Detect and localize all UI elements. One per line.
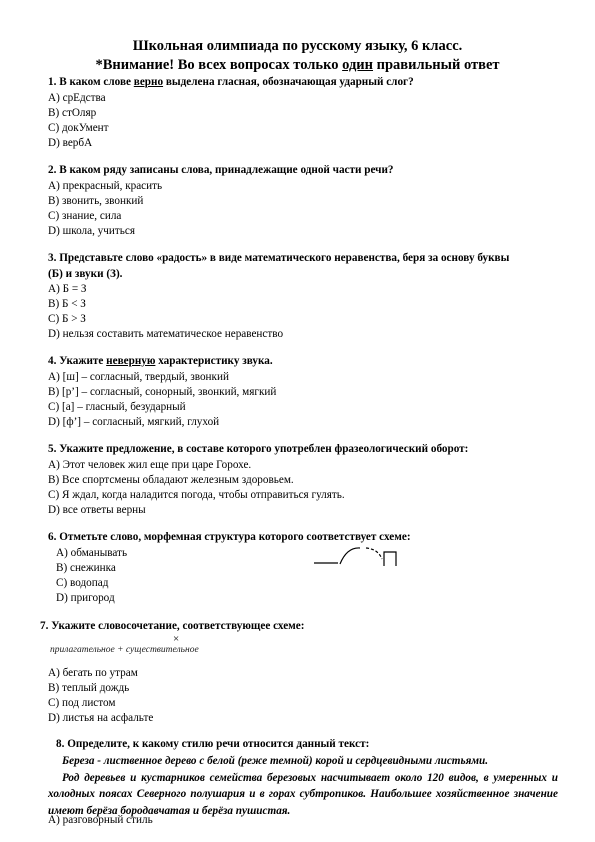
q4-option-a: A) [ш] – согласный, твердый, звонкий — [48, 371, 229, 383]
morpheme-scheme-diagram — [310, 542, 400, 570]
q2-option-b: B) звонить, звонкий — [48, 195, 144, 207]
question-3-line-2: (Б) и звуки (З). — [48, 268, 123, 280]
q5-option-d: D) все ответы верны — [48, 504, 146, 516]
style-text-excerpt — [48, 753, 558, 819]
q2-option-d: D) школа, учиться — [48, 225, 135, 237]
question-3-line-1: 3. Представьте слово «радость» в виде математического неравенства, беря за основу буквы — [48, 252, 510, 264]
q2-option-c: C) знание, сила — [48, 210, 122, 222]
q1-option-d: D) вербА — [48, 137, 93, 149]
scheme-main-word-mark: × — [173, 633, 180, 645]
question-8: 8. Определите, к какому стилю речи относится данный текст: — [56, 738, 370, 750]
excerpt-paragraph-2: Род деревьев и кустарников семейства березовых насчитывает около 120 видов, в умеренных и холодных поясах Северного полушария и в горах субтропиков. Наибольшее хозяйственное значение имеют берёза бородавчатая и берёза пушистая. — [48, 771, 558, 817]
q8-option-a: A) разговорный стиль — [48, 814, 153, 826]
q1-option-a: A) срЕдства — [48, 92, 106, 104]
q4-option-b: B) [р’] – согласный, сонорный, звонкий, мягкий — [48, 386, 277, 398]
q3-option-a: A) Б = З — [48, 283, 87, 295]
question-6: 6. Отметьте слово, морфемная структура которого соответствует схеме: — [48, 531, 411, 543]
excerpt-paragraph-1: Береза - лиственное дерево с белой (реже темной) корой и сердцевидными листьями. — [62, 755, 489, 767]
page-title: Школьная олимпиада по русскому языку, 6 класс. — [132, 38, 463, 54]
q3-option-d: D) нельзя составить математическое неравенство — [48, 328, 284, 340]
question-7: 7. Укажите словосочетание, соответствующее схеме: — [40, 620, 305, 632]
q4-option-d: D) [ф’] – согласный, мягкий, глухой — [48, 416, 220, 428]
phrase-scheme: прилагательное + существительное — [50, 645, 199, 655]
question-4: 4. Укажите неверную характеристику звука. — [48, 355, 273, 367]
q5-option-b: B) Все спортсмены обладают железным здоровьем. — [48, 474, 294, 486]
q5-option-a: A) Этот человек жил еще при царе Горохе. — [48, 459, 252, 471]
q6-option-a: A) обманывать — [56, 547, 128, 559]
q6-option-c: C) водопад — [56, 577, 109, 589]
question-2: 2. В каком ряду записаны слова, принадлежащие одной части речи? — [48, 164, 394, 176]
notice: *Внимание! Во всех вопросах только один правильный ответ — [95, 57, 500, 73]
q6-option-b: B) снежинка — [56, 562, 116, 574]
q5-option-c: C) Я ждал, когда наладится погода, чтобы отправиться гулять. — [48, 489, 345, 501]
question-1: 1. В каком слове верно выделена гласная, обозначающая ударный слог? — [48, 76, 414, 88]
q1-option-b: B) стОляр — [48, 107, 97, 119]
q7-option-d: D) листья на асфальте — [48, 712, 154, 724]
q1-option-c: C) докУмент — [48, 122, 109, 134]
q6-option-d: D) пригород — [56, 592, 115, 604]
question-5: 5. Укажите предложение, в составе которого употреблен фразеологический оборот: — [48, 443, 469, 455]
q7-option-c: C) под листом — [48, 697, 116, 709]
q7-option-a: A) бегать по утрам — [48, 667, 138, 679]
q7-option-b: B) теплый дождь — [48, 682, 130, 694]
q4-option-c: C) [а] – гласный, безударный — [48, 401, 186, 413]
q3-option-b: B) Б < З — [48, 298, 86, 310]
q3-option-c: C) Б > З — [48, 313, 86, 325]
q2-option-a: A) прекрасный, красить — [48, 180, 163, 192]
